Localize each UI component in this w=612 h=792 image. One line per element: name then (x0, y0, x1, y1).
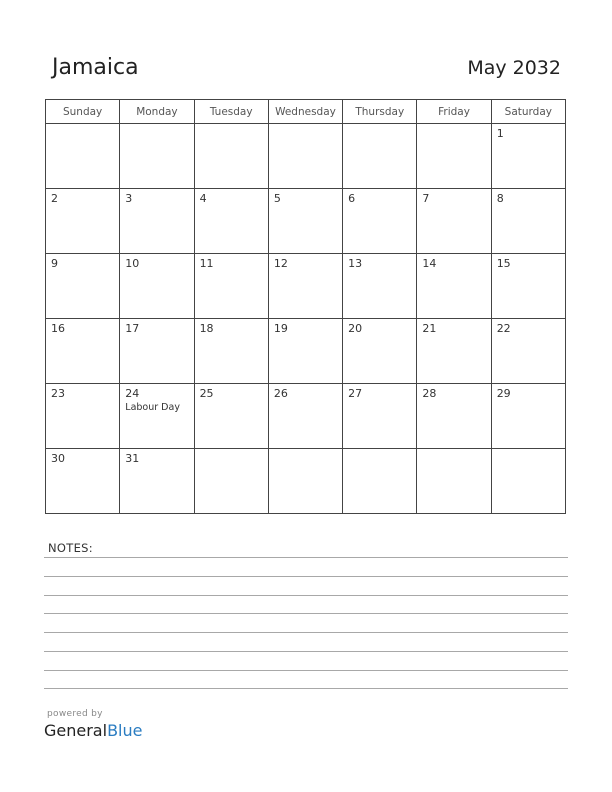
note-line (44, 632, 568, 633)
day-cell (491, 449, 565, 514)
day-cell (46, 254, 120, 319)
note-line (44, 613, 568, 614)
day-number: 25 (199, 387, 214, 400)
day-number: 4 (199, 192, 207, 205)
day-cell (268, 254, 342, 319)
note-line (44, 576, 568, 577)
weekday-thursday: Thursday (343, 100, 417, 124)
day-number: 24 (125, 387, 140, 400)
day-cell (46, 319, 120, 384)
day-number: 17 (125, 322, 140, 335)
calendar-grid (45, 99, 566, 514)
day-cell (491, 254, 565, 319)
weekday-sunday: Sunday (46, 100, 120, 124)
day-number: 1 (496, 127, 504, 140)
day-cell (120, 449, 194, 514)
day-cell (194, 254, 268, 319)
day-number: 22 (496, 322, 511, 335)
day-cell (120, 124, 194, 189)
day-number: 11 (199, 257, 214, 270)
day-number: 2 (51, 192, 58, 205)
day-cell (268, 384, 342, 449)
day-cell (194, 189, 268, 254)
day-cell (417, 124, 491, 189)
day-cell (343, 449, 417, 514)
day-number: 6 (348, 192, 356, 205)
week-row (46, 189, 566, 254)
day-cell (343, 319, 417, 384)
day-number: 19 (273, 322, 288, 335)
day-number: 10 (125, 257, 140, 270)
day-cell (46, 189, 120, 254)
day-cell (417, 319, 491, 384)
week-row (46, 449, 566, 514)
day-cell (417, 189, 491, 254)
day-number: 5 (273, 192, 281, 205)
powered-by-text: powered by (47, 709, 103, 719)
country-title: Jamaica (52, 55, 139, 80)
day-number: 20 (348, 322, 363, 335)
day-cell (46, 384, 120, 449)
week-row (46, 254, 566, 319)
day-cell (343, 384, 417, 449)
day-number: 28 (422, 387, 437, 400)
brand-logo (44, 721, 142, 740)
day-number: 3 (125, 192, 133, 205)
day-cell (120, 384, 194, 449)
day-cell (343, 254, 417, 319)
day-cell (46, 449, 120, 514)
weekday-wednesday: Wednesday (268, 100, 342, 124)
week-row (46, 319, 566, 384)
day-number: 29 (496, 387, 511, 400)
day-cell (120, 254, 194, 319)
note-line (44, 651, 568, 652)
weekday-tuesday: Tuesday (194, 100, 268, 124)
brand-name-general: General (44, 721, 108, 740)
day-number: 15 (496, 257, 511, 270)
day-cell (268, 319, 342, 384)
week-row (46, 384, 566, 449)
weekday-saturday: Saturday (491, 100, 565, 124)
day-cell (491, 319, 565, 384)
note-line (44, 688, 568, 689)
day-cell (491, 124, 565, 189)
day-number: 23 (51, 387, 65, 400)
day-cell (194, 319, 268, 384)
note-line (44, 557, 568, 558)
day-number: 16 (51, 322, 65, 335)
day-number: 7 (422, 192, 430, 205)
weekday-header-row (46, 100, 566, 124)
day-cell (194, 384, 268, 449)
day-cell (417, 384, 491, 449)
day-cell (120, 189, 194, 254)
day-cell (268, 189, 342, 254)
day-number: 27 (348, 387, 363, 400)
note-line (44, 670, 568, 671)
day-number: 13 (348, 257, 363, 270)
day-number: 14 (422, 257, 437, 270)
day-cell (46, 124, 120, 189)
day-cell (268, 449, 342, 514)
day-number: 30 (51, 452, 65, 465)
week-row (46, 124, 566, 189)
weekday-monday: Monday (120, 100, 194, 124)
day-number: 18 (199, 322, 214, 335)
day-cell (417, 254, 491, 319)
day-cell (120, 319, 194, 384)
day-number: 26 (273, 387, 288, 400)
day-number: 9 (51, 257, 58, 270)
day-cell (194, 449, 268, 514)
day-cell (268, 124, 342, 189)
day-number: 12 (273, 257, 288, 270)
day-cell (194, 124, 268, 189)
day-number: 31 (125, 452, 140, 465)
note-line (44, 595, 568, 596)
day-cell (417, 449, 491, 514)
day-number: 8 (496, 192, 504, 205)
holiday-label: Labour Day (125, 402, 180, 413)
brand-name-blue: Blue (107, 721, 143, 740)
calendar-body (46, 124, 566, 514)
day-cell (491, 384, 565, 449)
notes-label: NOTES: (48, 541, 93, 555)
weekday-friday: Friday (417, 100, 491, 124)
month-year-title: May 2032 (467, 57, 561, 79)
day-cell (343, 124, 417, 189)
day-number: 21 (422, 322, 437, 335)
day-cell (491, 189, 565, 254)
day-cell (343, 189, 417, 254)
